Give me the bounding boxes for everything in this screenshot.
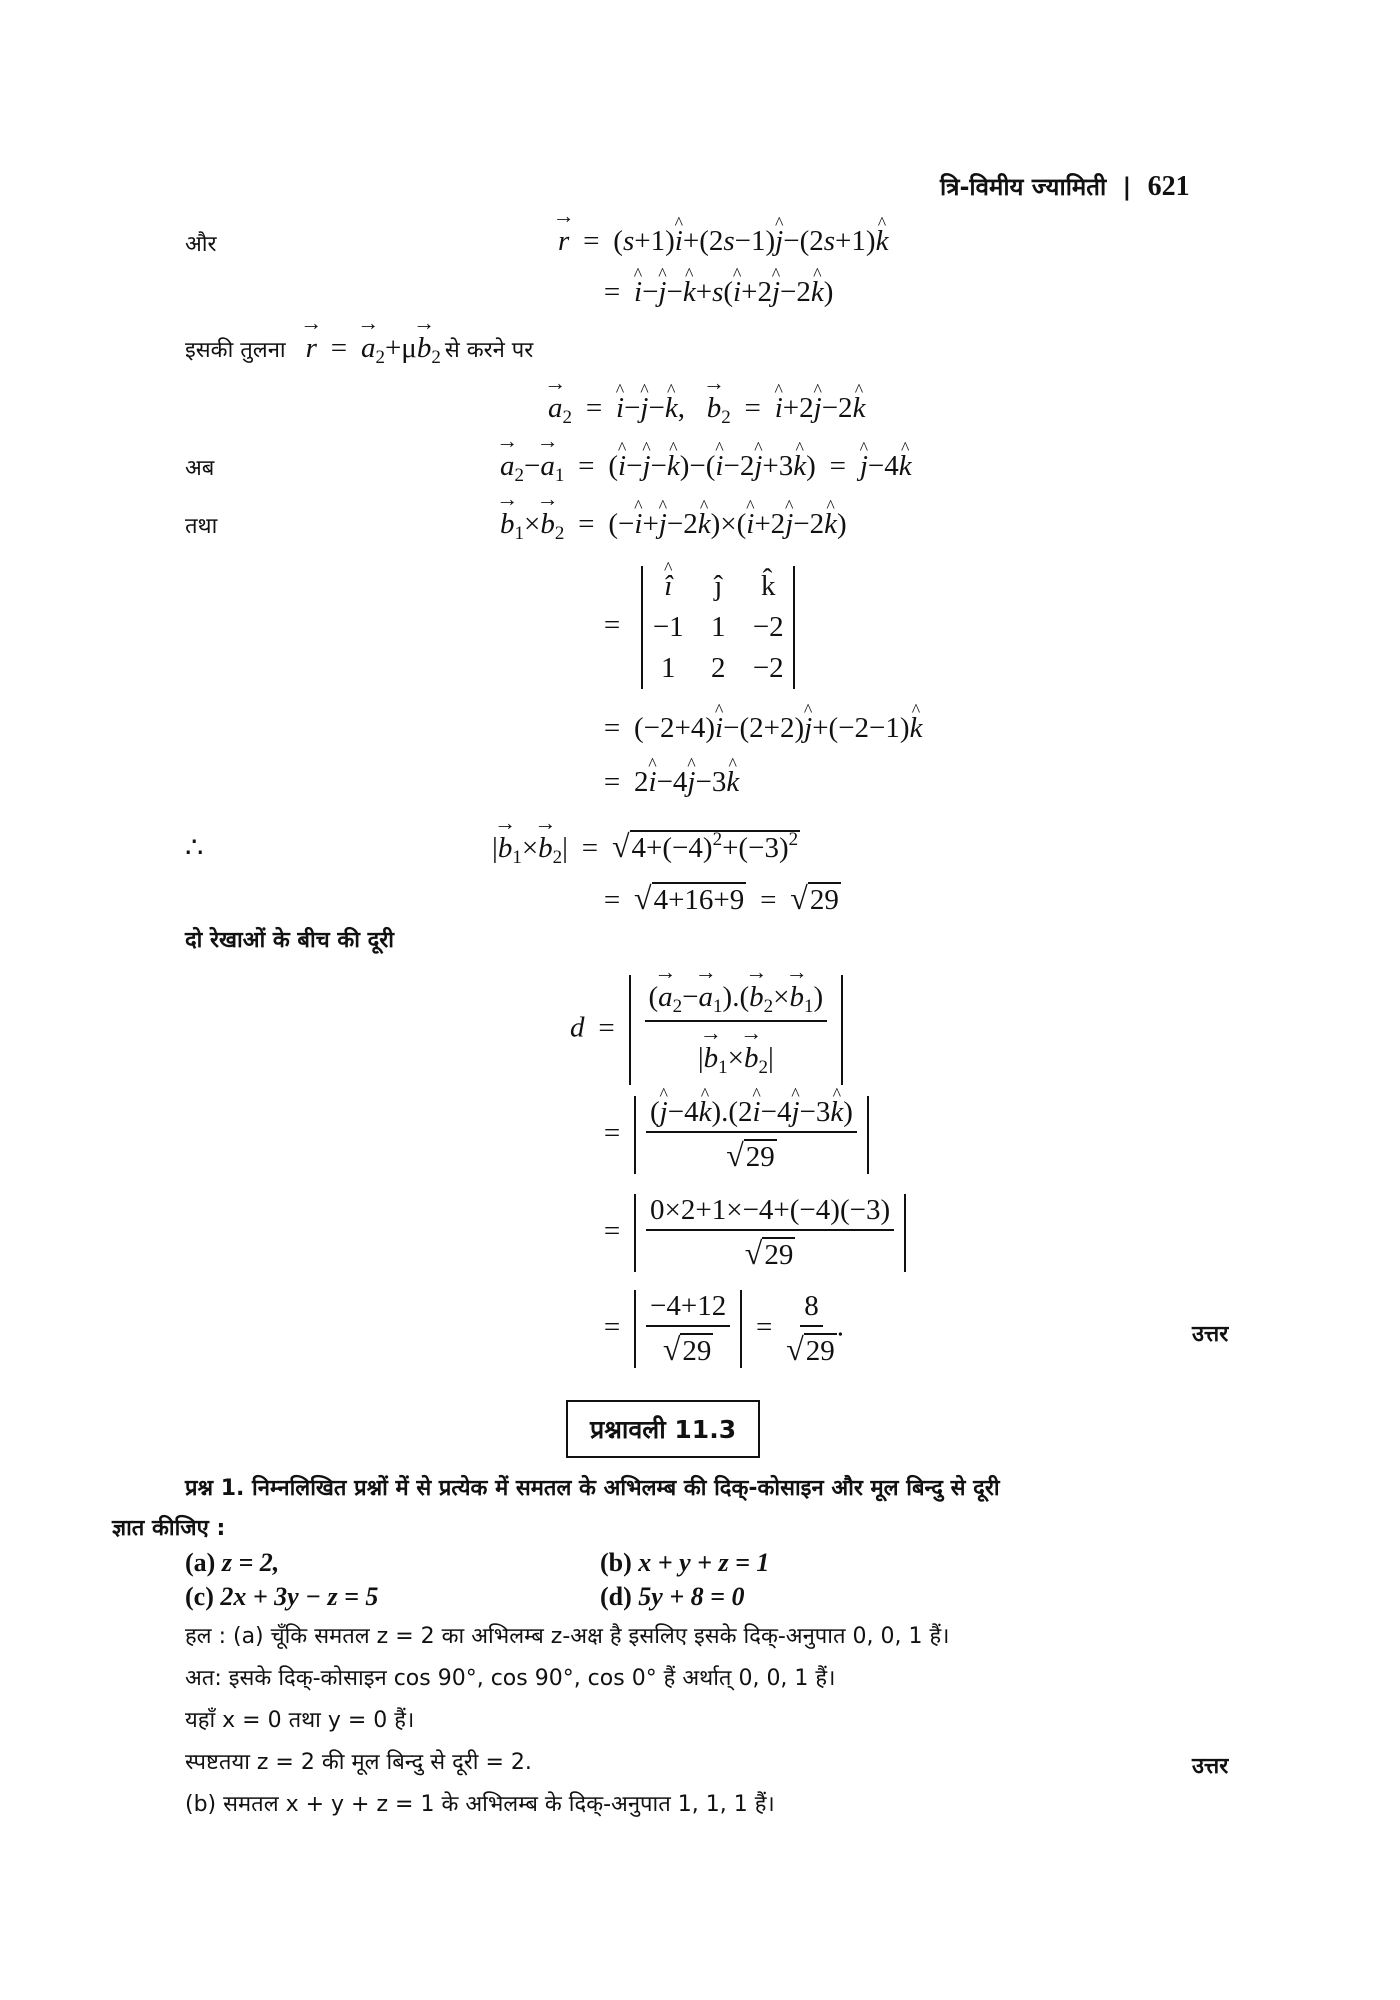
solution-line-5: (b) समतल x + y + z = 1 के अभिलम्ब के दिक्-अनुपात 1, 1, 1 हैं। xyxy=(185,1792,775,1817)
equation-r-line1: → r = (s+1)^ i+(2s−1)^ j−(2s+1)^ k xyxy=(558,225,888,258)
equation-a2-minus-a1: → $a_2-\to a_1$ = (^ i−^ j−^ k)−(^ i−2^ j+3^ k) = ^ j−4^ k xyxy=(500,450,912,487)
solution-line-4: स्पष्टतया z = 2 की मूल बिन्दु से दूरी = 2. xyxy=(185,1750,532,1775)
equation-a2-b2: → $a_2$ = ^ i−^ j−^ k, → $b_2$ = ^ i+2^ j−2^ k xyxy=(548,392,865,429)
option-c xyxy=(185,1582,378,1612)
equation-r-line2: = ^ i−^ j−^ k+s(^ i+2^ j−2^ k) xyxy=(590,276,833,309)
option-d xyxy=(600,1582,744,1612)
determinant-matrix xyxy=(641,566,795,689)
option-b xyxy=(600,1548,769,1578)
compare-equation: → r = → $a_2+\mu\to b_2$ xyxy=(306,332,441,364)
option-expr: 2x + 3y − z = 5 xyxy=(220,1582,379,1611)
compare-suffix: से करने पर xyxy=(444,338,534,363)
equation-b1-cross-b2: → $b_1\times\to b_2$ = (−^ i+^ j−2^ k)×(^ i+2^ j−2^ k) xyxy=(500,508,847,545)
chapter-title: त्रि-विमीय ज्यामिती xyxy=(940,173,1107,201)
option-label: (d) xyxy=(600,1582,632,1611)
determinant-block: = ^ î ĵ k̂ −1 1 −2 1 2 −2 xyxy=(590,566,795,689)
solution-line-3: यहाँ x = 0 तथा y = 0 हैं। xyxy=(185,1708,415,1733)
label-distance-heading: दो रेखाओं के बीच की दूरी xyxy=(185,928,394,953)
running-header xyxy=(940,170,1190,203)
option-label: (a) xyxy=(185,1548,216,1577)
solution-line-1: हल : (a) चूँकि समतल z = 2 का अभिलम्ब z-अक्ष है इसलिए इसके दिक्-अनुपात 0, 0, 1 हैं। xyxy=(185,1624,950,1649)
compare-line xyxy=(185,332,533,369)
option-label: (c) xyxy=(185,1582,214,1611)
det-cell: −2 xyxy=(752,611,784,643)
equation-cross-result: = 2^ i−4^ j−3^ k xyxy=(590,766,739,799)
det-cell: 1 xyxy=(661,652,676,684)
det-cell: k̂ xyxy=(761,570,776,602)
equation-magnitude-line2: = √4+16+9 = √29 xyxy=(603,880,839,916)
therefore-symbol: ∴ xyxy=(185,832,204,864)
det-cell: −1 xyxy=(652,611,684,643)
equation-d-step1: = $\frac{(\^{} j-4\^{} k).(2\^{} i-4\^{} j-3\^{} k)}{√29}$ xyxy=(590,1096,869,1174)
answer-label: उत्तर xyxy=(1192,1322,1229,1347)
label-ab: अब xyxy=(185,456,215,481)
compare-prefix: इसकी तुलना xyxy=(185,338,286,363)
option-expr: z = 2, xyxy=(221,1548,280,1577)
option-expr: 5y + 8 = 0 xyxy=(638,1582,745,1611)
option-label: (b) xyxy=(600,1548,632,1577)
equation-d-step3: = $\frac{-4+12}{√29}$ = $\frac{8}{√29}$ . xyxy=(603,1290,845,1367)
label-tatha: तथा xyxy=(185,514,218,539)
header-separator: | xyxy=(1122,173,1132,201)
det-cell: 2 xyxy=(711,652,726,684)
det-cell: ^ î xyxy=(643,570,693,603)
question-1-line1: प्रश्न 1. निम्नलिखित प्रश्नों में से प्रत्येक में समतल के अभिलम्ब की दिक्-कोसाइन और मूल बिन्दु से दूरी xyxy=(185,1476,1000,1501)
equation-magnitude-line1: |→ $b_1\times\to b_2| = √4+(-4)^2+(-3)^2$ xyxy=(492,828,800,869)
det-cell: 1 xyxy=(711,611,726,643)
equation-d-formula: d = $\frac{(\to a_2-\to a_1).(\to b_2\times\to b_1)}{|\to b_1\times\to b_2|}$ xyxy=(570,975,843,1085)
det-cell: ĵ xyxy=(714,570,723,602)
question-1-line2: ज्ञात कीजिए : xyxy=(112,1516,226,1541)
solution-line-2: अत: इसके दिक्-कोसाइन cos 90°, cos 90°, cos 0° हैं अर्थात् 0, 0, 1 हैं। xyxy=(185,1666,836,1691)
det-cell: −2 xyxy=(752,652,784,684)
label-aur: और xyxy=(185,232,217,257)
exercise-heading-box: प्रश्नावली 11.3 xyxy=(566,1400,760,1458)
equation-expansion: = (−2+4)^ i−(2+2)^ j+(−2−1)^ k xyxy=(590,712,922,745)
equation-d-step2: = $\frac{0\times 2+1\times-4+(-4)(-3)}{√29}$ xyxy=(590,1194,906,1272)
option-a xyxy=(185,1548,279,1578)
page-number: 621 xyxy=(1147,171,1190,202)
option-expr: x + y + z = 1 xyxy=(638,1548,770,1577)
answer-label-2: उत्तर xyxy=(1192,1754,1229,1779)
